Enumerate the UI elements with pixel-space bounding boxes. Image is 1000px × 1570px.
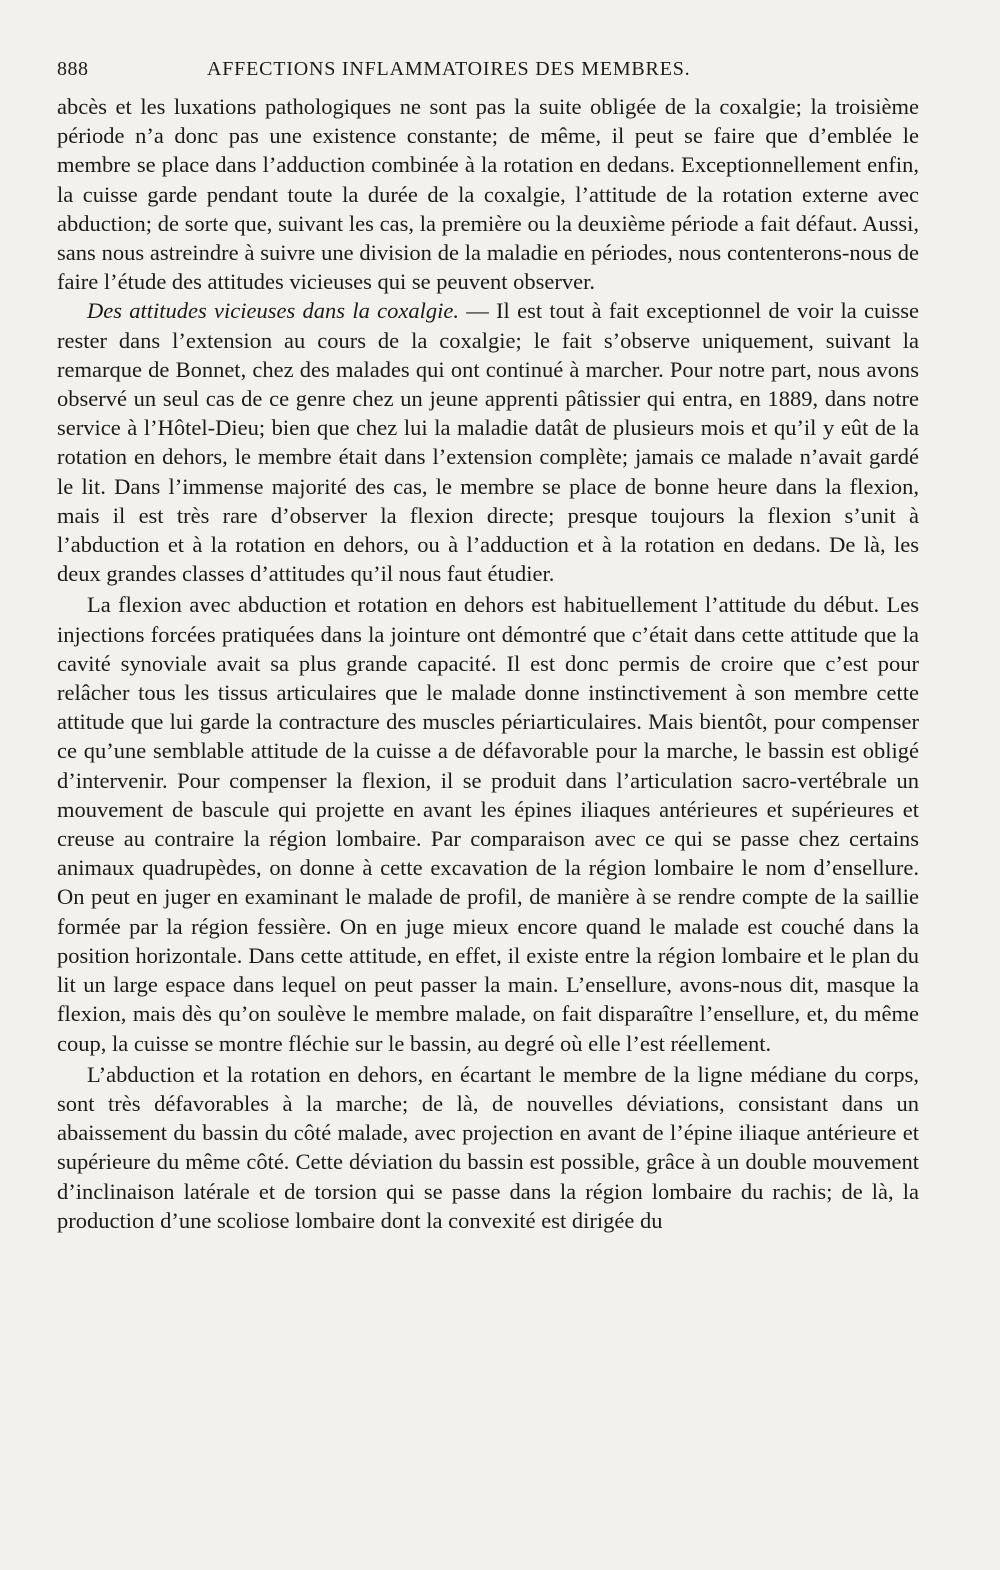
paragraph-text: abcès et les luxations pathologiques ne sont pas la suite obligée de la coxalgie; la troisième période n’a donc pas une existence constante; de même, il peut se faire que d’emblée le membre se place dans l’adduction combinée à la rotation en dedans. Exceptionnellement enfin, la cuisse garde pendant toute la durée de la coxalgie, l’attitude de la rotation externe avec abduction; de sorte que, suivant les cas, la première ou la deuxième période a fait défaut. Aussi, sans nous astreindre à suivre une division de la maladie en périodes, nous contenterons-nous de faire l’étude des attitudes vicieuses qui se peuvent observer. <box>57 94 919 295</box>
body-text <box>57 92 919 1235</box>
paragraph-text: La flexion avec abduction et rotation en dehors est habituellement l’attitude du début. Les injections forcées pratiquées dans la jointure ont démontré que c’était dans cette attitude que la cavité synoviale avait sa plus grande capacité. Il est donc permis de croire que c’est pour relâcher tous les tissus articulaires que le malade donne instinctivement à son membre cette attitude que lui garde la contracture des muscles périarticulaires. Mais bientôt, pour compenser ce qu’une semblable attitude de la cuisse a de défavorable pour la marche, le bassin est obligé d’intervenir. Pour compenser la flexion, il se produit dans l’articulation sacro-vertébrale un mouvement de bascule qui projette en avant les épines iliaques antérieures et supérieures et creuse au contraire la région lombaire. Par comparaison avec ce qui se passe chez certains animaux quadrupèdes, on donne à cette excavation de la région lombaire le nom d’ensellure. On peut en juger en examinant le malade de profil, de manière à se rendre compte de la saillie formée par la région fessière. On en juge mieux encore quand le malade est couché dans la position horizontale. Dans cette attitude, en effet, il existe entre la région lombaire et le plan du lit un large espace dans lequel on peut passer la main. L’ensellure, avons-nous dit, masque la flexion, mais dès qu’on soulève le membre malade, on fait disparaître l’ensellure, et, du même coup, la cuisse se montre fléchie sur le bassin, au degré où elle l’est réellement. <box>57 592 919 1056</box>
page-number: 888 <box>57 58 89 80</box>
page-header <box>57 58 919 92</box>
section-heading: Des attitudes vicieuses dans la coxalgie. <box>87 298 459 324</box>
paragraph-text: — Il est tout à fait exceptionnel de voir la cuisse rester dans l’extension au cours de la coxalgie; le fait s’observe uniquement, suivant la remarque de Bonnet, chez des malades qui ont continué à marcher. Pour notre part, nous avons observé un seul cas de ce genre chez un jeune apprenti pâtissier qui entra, en 1889, dans notre service à l’Hôtel-Dieu; bien que chez lui la maladie datât de plusieurs mois et qu’il y eût de la rotation en dehors, le membre était dans l’extension complète; jamais ce malade n’avait gardé le lit. Dans l’immense majorité des cas, le membre se place de bonne heure dans la flexion, mais il est très rare d’observer la flexion directe; presque toujours la flexion s’unit à l’abduction et à la rotation en dehors, ou à l’adduction et à la rotation en dedans. De là, les deux grandes classes d’attitudes qu’il nous faut étudier. <box>57 298 919 587</box>
paragraph-attitudes-section <box>57 296 919 588</box>
paragraph-abduction-rotation <box>57 1060 919 1235</box>
book-page <box>57 58 919 1235</box>
paragraph-text: L’abduction et la rotation en dehors, en écartant le membre de la ligne médiane du corps, sont très défavorables à la marche; de là, de nouvelles déviations, consistant dans un abaissement du bassin du côté malade, avec projection en avant de l’épine iliaque antérieure et supérieure du même côté. Cette déviation du bassin est possible, grâce à un double mouvement d’inclinaison latérale et de torsion qui se passe dans la région lombaire du rachis; de là, la production d’une scoliose lombaire dont la convexité est dirigée du <box>57 1061 919 1233</box>
paragraph-flexion-abduction <box>57 590 919 1057</box>
running-title: AFFECTIONS INFLAMMATOIRES DES MEMBRES. <box>207 58 691 80</box>
paragraph-continuation <box>57 92 919 296</box>
